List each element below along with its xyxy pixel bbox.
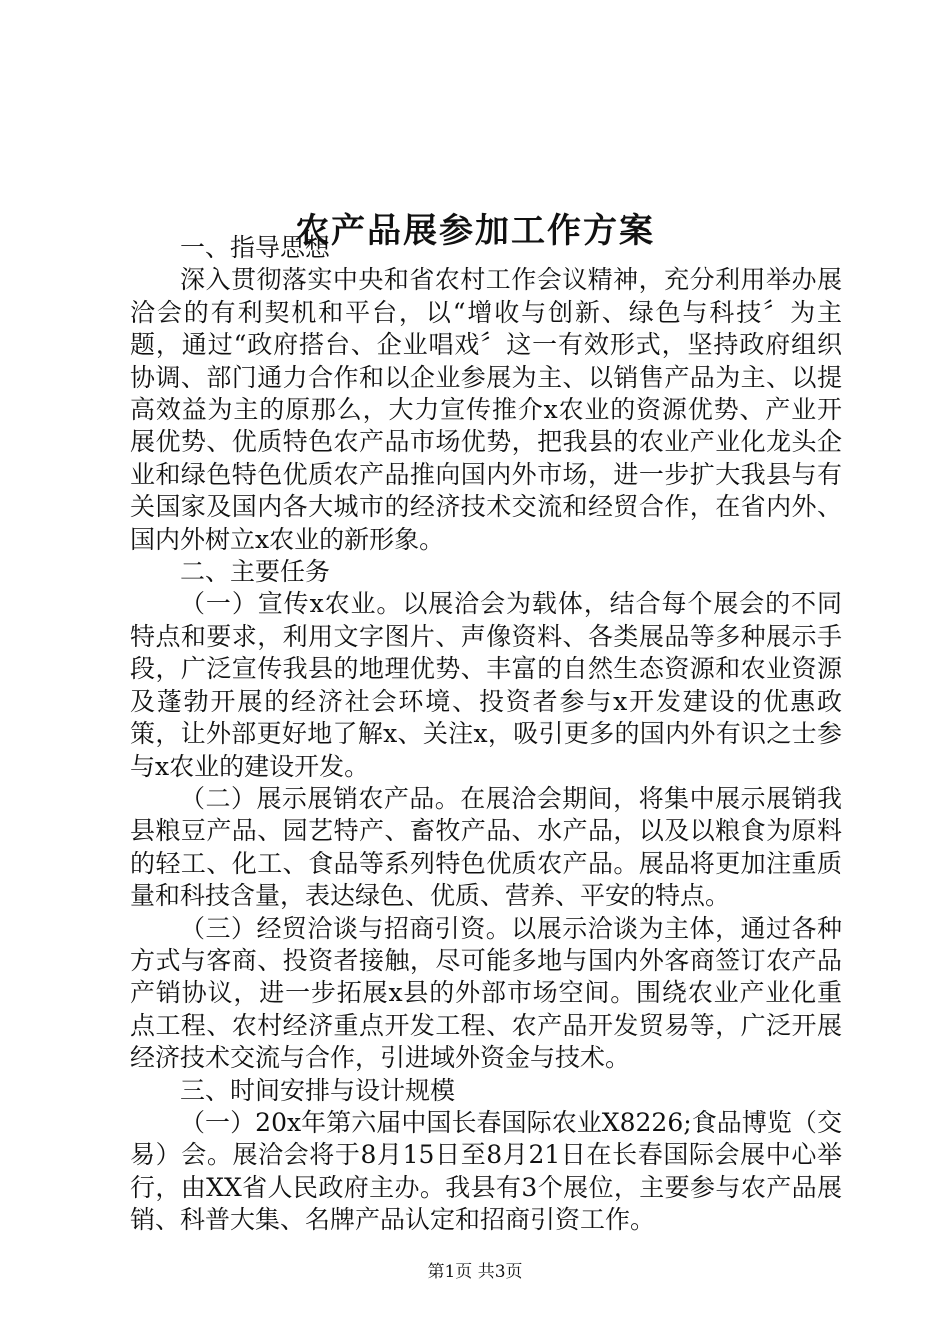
body-paragraph: （一）20x年第六届中国长春国际农业X8226;食品博览（交易）会。展洽会将于8月15日至8月21日在长春国际会展中心举行，由XX省人民政府主办。我县有3个展位，主要参与农产品展销、科普大集、名牌产品认定和招商引资工作。 [130, 1107, 842, 1235]
section-heading: 二、主要任务 [180, 557, 331, 587]
body-paragraph: （二）展示展销农产品。在展洽会期间，将集中展示展销我县粮豆产品、园艺特产、畜牧产品、水产品，以及以粮食为原料的轻工、化工、食品等系列特色优质农产品。展品将更加注重质量和科技含量，表达绿色、优质、营养、平安的特点。 [130, 783, 842, 911]
body-paragraph: 深入贯彻落实中央和省农村工作会议精神，充分利用举办展洽会的有利契机和平台，以“增收与创新、绿色与科技〞为主题，通过“政府搭台、企业唱戏〞这一有效形式，坚持政府组织协调、部门通力合作和以企业参展为主、以销售产品为主、以提高效益为主的原那么，大力宣传推介x农业的资源优势、产业开展优势、优质特色农产品市场优势，把我县的农业产业化龙头企业和绿色特色优质农产品推向国内外市场，进一步扩大我县与有关国家及国内各大城市的经济技术交流和经贸合作，在省内外、国内外树立x农业的新形象。 [130, 265, 842, 554]
document-title: 农产品展参加工作方案 [295, 210, 655, 251]
body-paragraph: （一）宣传x农业。以展洽会为载体，结合每个展会的不同特点和要求，利用文字图片、声像资料、各类展品等多种展示手段，广泛宣传我县的地理优势、丰富的自然生态资源和农业资源及蓬勃开展的经济社会环境、投资者参与x开发建设的优惠政策，让外部更好地了解x、关注x，吸引更多的国内外有识之士参与x农业的建设开发。 [130, 589, 842, 781]
page-number-footer: 第1页 共3页 [427, 1262, 523, 1282]
section-heading: 一、指导思想 [180, 233, 331, 262]
body-paragraph: （三）经贸洽谈与招商引资。以展示洽谈为主体，通过各种方式与客商、投资者接触，尽可能多地与国内外客商签订农产品产销协议，进一步拓展x县的外部市场空间。围绕农业产业化重点工程、农村经济重点开发工程、农产品开发贸易等，广泛开展经济技术交流与合作，引进域外资金与技术。 [130, 913, 842, 1073]
section-heading: 三、时间安排与设计规模 [180, 1075, 456, 1105]
document-body [130, 232, 842, 1237]
